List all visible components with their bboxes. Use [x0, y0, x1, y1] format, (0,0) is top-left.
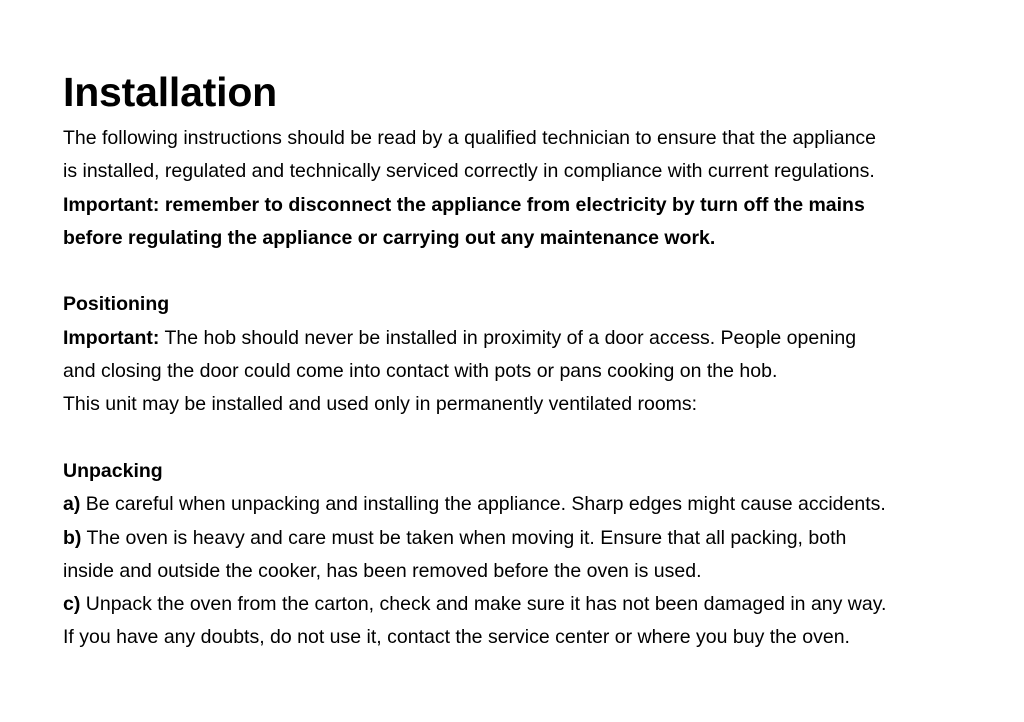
item-c-text: Unpack the oven from the carton, check and make sure it has not been damaged in any way.: [85, 593, 887, 616]
item-c-label: c): [63, 593, 81, 616]
spacer: [63, 422, 993, 455]
unpacking-item-c: [63, 588, 993, 621]
unpacking-item-b-continued: inside and outside the cooker, has been removed before the oven is used.: [63, 559, 702, 582]
item-b-text: The oven is heavy and care must be taken when moving it. Ensure that all packing, both: [86, 526, 847, 549]
unpacking-item-c-continued: If you have any doubts, do not use it, contact the service center or where you buy the oven.: [63, 626, 850, 649]
unpacking-item-b: [63, 522, 993, 555]
positioning-heading: Positioning: [63, 293, 170, 316]
intro-line-1: The following instructions should be read by a qualified technician to ensure that the appliance: [63, 127, 877, 149]
positioning-line-3: This unit may be installed and used only in permanently ventilated rooms:: [63, 393, 698, 416]
item-b-label: b): [63, 526, 82, 549]
item-a-text: Be careful when unpacking and installing the appliance. Sharp edges might cause accidents.: [85, 493, 886, 516]
document-page: [63, 62, 993, 655]
unpacking-heading: Unpacking: [63, 459, 163, 482]
spacer: [63, 255, 993, 288]
unpacking-item-a: [63, 488, 993, 521]
item-a-label: a): [63, 493, 81, 516]
important-note-line-1: Important: remember to disconnect the appliance from electricity by turn off the mains: [63, 193, 865, 216]
important-note-line-2: before regulating the appliance or carrying out any maintenance work.: [63, 226, 716, 249]
positioning-text-1: The hob should never be installed in proximity of a door access. People opening: [164, 326, 857, 349]
positioning-line-1: [63, 322, 993, 355]
positioning-important-label: Important:: [63, 326, 160, 349]
intro-line-2: is installed, regulated and technically serviced correctly in compliance with current regulations.: [63, 160, 875, 183]
positioning-line-2: and closing the door could come into contact with pots or pans cooking on the hob.: [63, 360, 778, 383]
page-title: Installation: [63, 69, 278, 115]
